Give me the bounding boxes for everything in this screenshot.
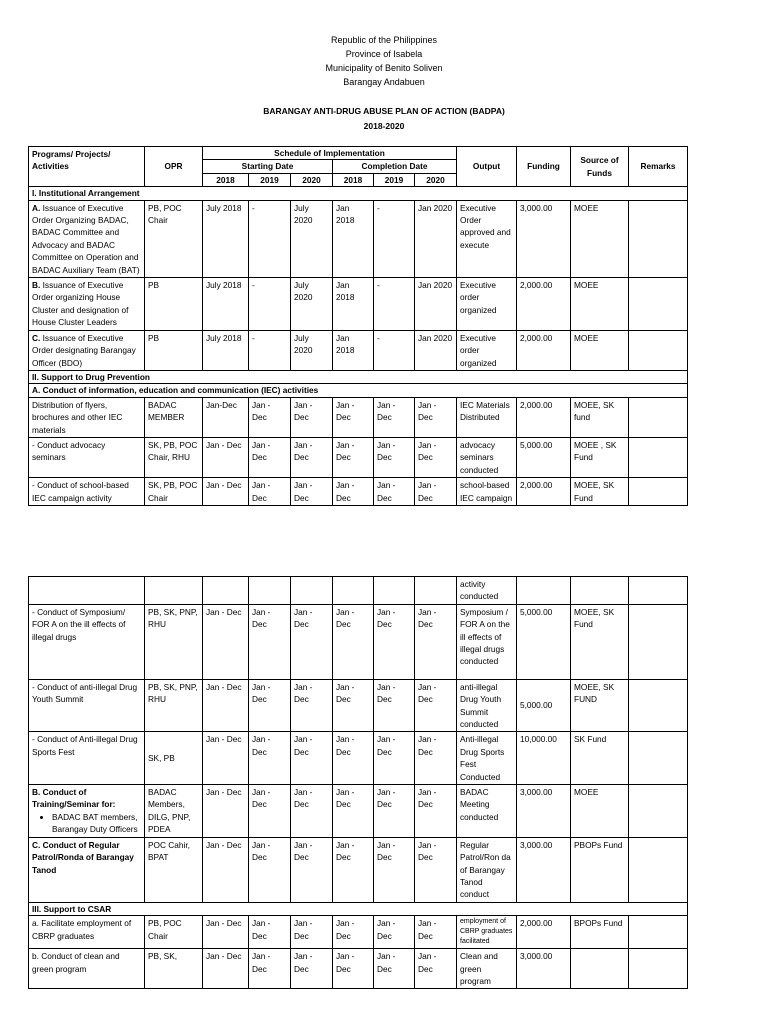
cell-start-2019: Jan - Dec: [249, 478, 291, 506]
cell-remarks: [629, 837, 688, 902]
cell-end-2019: Jan - Dec: [374, 949, 415, 989]
table-row: [29, 200, 688, 277]
cell-end-2020: Jan - Dec: [415, 604, 457, 679]
cell-end-2020: Jan 2020: [415, 278, 457, 331]
cell-funding: 5,000.00: [517, 679, 571, 732]
cell-output: employment of CBRP graduates facilitated: [457, 916, 517, 949]
cell-start-2019: Jan - Dec: [249, 785, 291, 838]
section-heading: I. Institutional Arrangement: [29, 187, 688, 200]
cell-end-2020: Jan - Dec: [415, 949, 457, 989]
program-text: Issuance of Executive Order Organizing BADAC, BADAC Committee and Advocacy and BADAC Committee on Operation and BADAC Auxiliary Team (BAT): [32, 202, 140, 275]
program-text: Issuance of Executive Order organizing House Cluster and designation of House Cluster Leaders: [32, 280, 129, 328]
cell-start-2019: Jan - Dec: [249, 837, 291, 902]
col-header-source: Source of Funds: [571, 147, 629, 187]
cell-end-2020: Jan - Dec: [415, 679, 457, 732]
col-header-year: 2019: [249, 173, 291, 186]
col-header-year: 2018: [203, 173, 249, 186]
cell-opr: PB, POC Chair: [145, 200, 203, 277]
document-title: [0, 104, 768, 134]
cell-start-2020: Jan - Dec: [291, 916, 333, 949]
cell-output: Anti-illegal Drug Sports Fest Conducted: [457, 732, 517, 785]
section-heading: A. Conduct of information, education and communication (IEC) activities: [29, 384, 688, 397]
cell-end-2019: Jan - Dec: [374, 397, 415, 437]
plan-table-part2: [28, 576, 688, 989]
title-line: BARANGAY ANTI-DRUG ABUSE PLAN OF ACTION (BADPA): [263, 106, 505, 116]
col-header-year: 2018: [333, 173, 374, 186]
cell-remarks: [629, 200, 688, 277]
cell-remarks: [629, 437, 688, 477]
cell-funding: 10,000.00: [517, 732, 571, 785]
cell-start-2018: Jan - Dec: [203, 785, 249, 838]
cell-end-2018: Jan 2018: [333, 200, 374, 277]
program-prefix: A.: [32, 202, 41, 213]
cell-funding: 2,000.00: [517, 916, 571, 949]
table-row: [29, 397, 688, 437]
cell-end-2019: Jan - Dec: [374, 679, 415, 732]
header-line: Barangay Andabuen: [343, 77, 425, 87]
cell-start-2018: Jan - Dec: [203, 679, 249, 732]
cell-start-2019: Jan - Dec: [249, 437, 291, 477]
table-row: [29, 732, 688, 785]
cell-remarks: [629, 478, 688, 506]
table-row: [29, 478, 688, 506]
col-header-completion: Completion Date: [333, 160, 457, 173]
cell-opr: PB: [145, 278, 203, 331]
section-heading: II. Support to Drug Prevention: [29, 370, 688, 383]
cell-start-2019: Jan - Dec: [249, 949, 291, 989]
cell-start-2020: Jan - Dec: [291, 397, 333, 437]
cell-output: activity conducted: [457, 577, 517, 605]
cell-start-2019: -: [249, 200, 291, 277]
cell-program: [29, 278, 145, 331]
cell-remarks: [629, 916, 688, 949]
cell-start-2019: Jan - Dec: [249, 604, 291, 679]
col-header-year: 2019: [374, 173, 415, 186]
cell-start-2018: July 2018: [203, 278, 249, 331]
col-header-opr: OPR: [145, 147, 203, 187]
cell-end-2019: -: [374, 330, 415, 370]
cell-start-2018: Jan - Dec: [203, 949, 249, 989]
cell-start-2020: Jan - Dec: [291, 604, 333, 679]
cell-start-2018: Jan - Dec: [203, 837, 249, 902]
cell-end-2018: Jan - Dec: [333, 397, 374, 437]
cell-end-2020: Jan 2020: [415, 200, 457, 277]
cell-end-2020: Jan - Dec: [415, 916, 457, 949]
cell-output: Executive Order approved and execute: [457, 200, 517, 277]
cell-start-2019: Jan - Dec: [249, 679, 291, 732]
cell-end-2019: -: [374, 278, 415, 331]
cell-output: Executive order organized: [457, 278, 517, 331]
col-header-year: 2020: [415, 173, 457, 186]
cell-source: MOEE: [571, 200, 629, 277]
cell-opr: PB: [145, 330, 203, 370]
table-row: [29, 837, 688, 902]
program-prefix: C.: [32, 332, 41, 343]
cell-start-2018: Jan - Dec: [203, 604, 249, 679]
table-row: [29, 916, 688, 949]
col-header-remarks: Remarks: [629, 147, 688, 187]
title-line: 2018-2020: [363, 121, 405, 131]
cell-remarks: [629, 278, 688, 331]
table-row: [29, 604, 688, 679]
cell-end-2018: Jan 2018: [333, 330, 374, 370]
header-line: Province of Isabela: [345, 49, 423, 59]
cell-remarks: [629, 397, 688, 437]
cell-start-2020: Jan - Dec: [291, 785, 333, 838]
cell-end-2020: Jan - Dec: [415, 437, 457, 477]
cell-end-2018: Jan - Dec: [333, 679, 374, 732]
col-header-output: Output: [457, 147, 517, 187]
table-row: [29, 330, 688, 370]
cell-program: - Conduct of school-based IEC campaign activity: [29, 478, 145, 506]
cell-start-2018: Jan-Dec: [203, 397, 249, 437]
cell-output: BADAC Meeting conducted: [457, 785, 517, 838]
cell-opr: BADAC Members, DILG, PNP, PDEA: [145, 785, 203, 838]
cell-opr: PB, POC Chair: [145, 916, 203, 949]
document-header: [0, 33, 768, 89]
cell-end-2019: Jan - Dec: [374, 732, 415, 785]
cell-funding: 2,000.00: [517, 278, 571, 331]
cell-end-2020: Jan 2020: [415, 330, 457, 370]
header-line: Municipality of Benito Soliven: [325, 63, 443, 73]
cell-end-2018: Jan - Dec: [333, 916, 374, 949]
cell-end-2018: Jan - Dec: [333, 732, 374, 785]
col-header-year: 2020: [291, 173, 333, 186]
cell-opr: PB, SK, PNP, RHU: [145, 604, 203, 679]
cell-start-2018: July 2018: [203, 200, 249, 277]
cell-remarks: [629, 679, 688, 732]
cell-end-2018: Jan - Dec: [333, 949, 374, 989]
cell-program: - Conduct of Anti-illegal Drug Sports Fest: [29, 732, 145, 785]
table-row: [29, 949, 688, 989]
cell-end-2020: Jan - Dec: [415, 397, 457, 437]
cell-source: MOEE: [571, 278, 629, 331]
cell-end-2018: Jan - Dec: [333, 785, 374, 838]
cell-end-2020: Jan - Dec: [415, 732, 457, 785]
table-row: [29, 278, 688, 331]
cell-end-2019: Jan - Dec: [374, 916, 415, 949]
cell-source: SK Fund: [571, 732, 629, 785]
program-text: Issuance of Executive Order designating Barangay Officer (BDO): [32, 332, 136, 368]
cell-start-2020: Jan - Dec: [291, 478, 333, 506]
plan-table-part1: [28, 146, 688, 506]
cell-start-2019: -: [249, 278, 291, 331]
cell-funding: 2,000.00: [517, 330, 571, 370]
cell-source: MOEE, SK Fund: [571, 604, 629, 679]
cell-output: IEC Materials Distributed: [457, 397, 517, 437]
cell-remarks: [629, 604, 688, 679]
table-row: [29, 679, 688, 732]
cell-source: MOEE , SK Fund: [571, 437, 629, 477]
cell-start-2020: July 2020: [291, 278, 333, 331]
cell-start-2018: July 2018: [203, 330, 249, 370]
cell-end-2019: Jan - Dec: [374, 478, 415, 506]
cell-funding: 2,000.00: [517, 478, 571, 506]
cell-end-2020: Jan - Dec: [415, 785, 457, 838]
cell-end-2018: Jan 2018: [333, 278, 374, 331]
cell-program: - Conduct of Symposium/ FOR A on the ill effects of illegal drugs: [29, 604, 145, 679]
cell-program: - Conduct advocacy seminars: [29, 437, 145, 477]
cell-output: school-based IEC campaign: [457, 478, 517, 506]
cell-start-2018: Jan - Dec: [203, 478, 249, 506]
cell-source: MOEE, SK fund: [571, 397, 629, 437]
cell-opr: PB, SK, PNP, RHU: [145, 679, 203, 732]
cell-opr: SK, PB, POC Chair, RHU: [145, 437, 203, 477]
cell-source: [571, 949, 629, 989]
cell-end-2019: Jan - Dec: [374, 837, 415, 902]
cell-start-2020: Jan - Dec: [291, 679, 333, 732]
section-heading: III. Support to CSAR: [29, 902, 688, 915]
cell-end-2018: Jan - Dec: [333, 478, 374, 506]
cell-output: Regular Patrol/Ron da of Barangay Tanod conduct: [457, 837, 517, 902]
cell-opr: PB, SK,: [145, 949, 203, 989]
cell-program: [29, 785, 145, 838]
cell-start-2020: Jan - Dec: [291, 732, 333, 785]
cell-end-2018: Jan - Dec: [333, 437, 374, 477]
cell-start-2019: Jan - Dec: [249, 732, 291, 785]
cell-end-2018: Jan - Dec: [333, 604, 374, 679]
header-line: Republic of the Philippines: [330, 35, 438, 45]
cell-start-2019: -: [249, 330, 291, 370]
cell-program: b. Conduct of clean and green program: [29, 949, 145, 989]
bullet-list: [32, 811, 141, 836]
cell-funding: 5,000.00: [517, 437, 571, 477]
cell-start-2020: Jan - Dec: [291, 437, 333, 477]
col-header-funding: Funding: [517, 147, 571, 187]
col-header-starting: Starting Date: [203, 160, 333, 173]
cell-start-2020: Jan - Dec: [291, 949, 333, 989]
cell-funding: 3,000.00: [517, 200, 571, 277]
cell-end-2020: Jan - Dec: [415, 837, 457, 902]
cell-end-2019: -: [374, 200, 415, 277]
cell-start-2020: Jan - Dec: [291, 837, 333, 902]
cell-program: C. Conduct of Regular Patrol/Ronda of Barangay Tanod: [29, 837, 145, 902]
cell-output: advocacy seminars conducted: [457, 437, 517, 477]
cell-funding: 2,000.00: [517, 397, 571, 437]
cell-source: PBOPs Fund: [571, 837, 629, 902]
cell-source: BPOPs Fund: [571, 916, 629, 949]
cell-start-2019: Jan - Dec: [249, 916, 291, 949]
cell-end-2019: Jan - Dec: [374, 785, 415, 838]
cell-end-2018: Jan - Dec: [333, 837, 374, 902]
cell-start-2020: July 2020: [291, 200, 333, 277]
cell-source: MOEE: [571, 330, 629, 370]
cell-output: Executive order organized: [457, 330, 517, 370]
table-row-continued: [29, 577, 688, 605]
cell-output: Clean and green program: [457, 949, 517, 989]
cell-remarks: [629, 330, 688, 370]
cell-output: anti-illegal Drug Youth Summit conducted: [457, 679, 517, 732]
cell-program: [29, 330, 145, 370]
cell-funding: 3,000.00: [517, 949, 571, 989]
cell-start-2019: Jan - Dec: [249, 397, 291, 437]
cell-funding: 5,000.00: [517, 604, 571, 679]
cell-program: - Conduct of anti-illegal Drug Youth Summit: [29, 679, 145, 732]
cell-start-2018: Jan - Dec: [203, 916, 249, 949]
cell-source: MOEE: [571, 785, 629, 838]
cell-funding: 3,000.00: [517, 785, 571, 838]
table-row: [29, 785, 688, 838]
col-header-schedule: Schedule of Implementation: [203, 147, 457, 160]
cell-remarks: [629, 732, 688, 785]
cell-source: MOEE, SK FUND: [571, 679, 629, 732]
program-prefix: B.: [32, 280, 41, 291]
cell-end-2020: Jan - Dec: [415, 478, 457, 506]
cell-program: [29, 200, 145, 277]
program-text: B. Conduct of Training/Seminar for:: [32, 787, 116, 810]
table-row: [29, 437, 688, 477]
cell-program: Distribution of flyers, brochures and other IEC materials: [29, 397, 145, 437]
cell-funding: 3,000.00: [517, 837, 571, 902]
bullet-item: • BADAC BAT members, Barangay Duty Officers: [52, 811, 141, 836]
cell-opr: POC Cahir, BPAT: [145, 837, 203, 902]
cell-remarks: [629, 785, 688, 838]
cell-end-2019: Jan - Dec: [374, 604, 415, 679]
cell-source: MOEE, SK Fund: [571, 478, 629, 506]
col-header-programs: Programs/ Projects/ Activities: [29, 147, 145, 187]
cell-opr: SK, PB, POC Chair: [145, 478, 203, 506]
cell-start-2018: Jan - Dec: [203, 732, 249, 785]
cell-opr: BADAC MEMBER: [145, 397, 203, 437]
cell-start-2020: July 2020: [291, 330, 333, 370]
cell-output: Symposium / FOR A on the ill effects of illegal drugs conducted: [457, 604, 517, 679]
cell-program: a. Facilitate employment of CBRP graduates: [29, 916, 145, 949]
cell-opr: SK, PB: [145, 732, 203, 785]
cell-remarks: [629, 949, 688, 989]
cell-end-2019: Jan - Dec: [374, 437, 415, 477]
cell-start-2018: Jan - Dec: [203, 437, 249, 477]
